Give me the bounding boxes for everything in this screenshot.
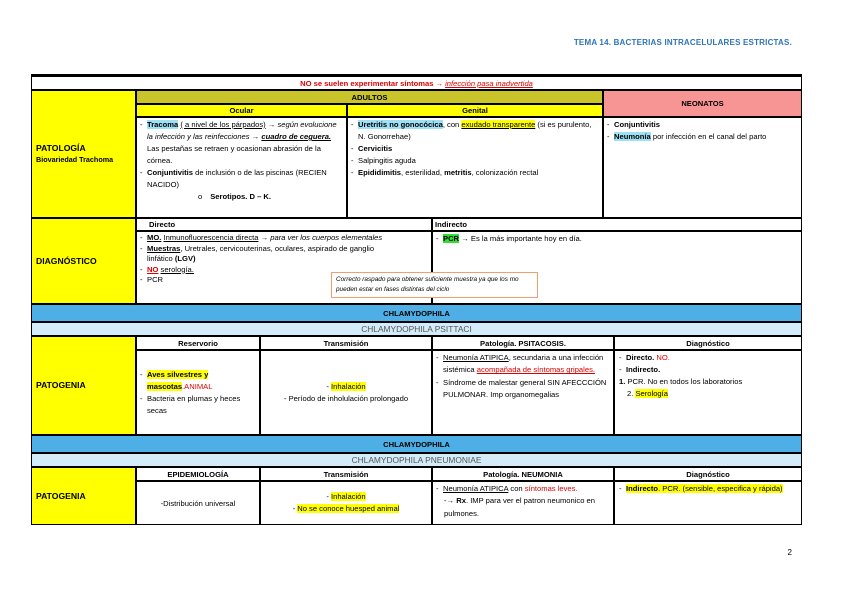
- indirecto-item-pcr: - PCR → Es la más importante hoy en día.: [436, 233, 798, 244]
- diag-item-serologia: 2. Serología: [627, 389, 668, 398]
- reservorio-item-bacteria: - Bacteria en plumas y heces secas: [140, 393, 256, 417]
- directo-item-mo: - MO. Inmunofluorescencia directa → para ver los cuerpos elementales: [140, 233, 428, 244]
- pn-patologia-neumonia: - Neumonía ATIPICA con síntomas leves.: [436, 483, 610, 495]
- pneumoniae-header-transmision: Transmisión: [260, 467, 432, 481]
- ocular-item-conjuntivitis: - Conjuntivitis de inclusión o de las piscinas (RECIEN NACIDO): [140, 167, 343, 191]
- psittaci-patologia: [432, 350, 614, 435]
- psittaci-label-cell: [31, 336, 136, 435]
- document-header: TEMA 14. BACTERIAS INTRACELULARES ESTRICTAS.: [573, 38, 792, 47]
- pn-transmision-inhalacion: - Inhalación: [326, 492, 366, 501]
- transmision-inhalacion: - Inhalación: [326, 381, 366, 391]
- psittaci-transmision: [260, 350, 432, 435]
- pneumoniae-diagnostico: [614, 481, 802, 525]
- psittaci-subheader: CHLAMYDOPHILA PSITTACI: [31, 322, 802, 336]
- reservorio-item-aves: - Aves silvestres y mascotas.ANIMAL: [140, 369, 256, 393]
- pneumoniae-band: CHLAMYDOPHILA: [31, 435, 802, 453]
- diagnostico-label: DIAGNÓSTICO: [36, 255, 97, 266]
- genital-content: [347, 117, 603, 218]
- pneumoniae-patologia: [432, 481, 614, 525]
- psittaci-reservorio: [136, 350, 260, 435]
- genital-item-cervicitis: - Cervicitis: [351, 143, 599, 155]
- directo-item-muestras: - Muestras, Uretrales, cervicouterinas, oculares, aspirado de ganglio linfático (LGV): [140, 244, 377, 265]
- neonatos-content: [603, 117, 802, 218]
- top-note-bold: NO se suelen experimentar síntomas: [300, 78, 434, 88]
- ocular-item-tracoma: - Tracoma ( a nivel de los párpados) → según evolucione la infección y las reinfecciones → cuadro de ceguera. Las pestañas se retraen y ocasionan abrasión de la córnea.: [140, 119, 343, 167]
- diag-item-directo: - Directo. NO.: [619, 352, 797, 364]
- ocular-item-serotipos: o Serotipos. D – K.: [198, 192, 271, 201]
- diag-item-pcr: 1. PCR. No en todos los laboratorios: [619, 377, 743, 386]
- diagnostico-note: Correcto raspado para obtener suficiente muestra ya que los mo pueden estar en fases distintas del ciclo: [331, 272, 538, 298]
- directo-item-no-serologia: - NO serología.: [140, 265, 428, 276]
- pn-diag-indirecto: - Indirecto. PCR. (sensible, especifica y rápida): [619, 483, 797, 495]
- genital-item-uretritis: - Uretritis no gonocócica, con exudado transparente (si es purulento, N. Gonorrehae): [351, 119, 599, 143]
- patologia-sublabel: Biovariedad Trachoma: [36, 155, 114, 164]
- genital-header: Genital: [347, 104, 603, 117]
- directo-item-pcr: - PCR: [140, 275, 428, 286]
- patologia-label-cell: [31, 90, 136, 218]
- neonatos-header: NEONATOS: [603, 90, 802, 117]
- adultos-header: ADULTOS: [136, 90, 603, 104]
- psittaci-header-patologia: Patología. PSITACOSIS.: [432, 336, 614, 350]
- top-note-arrow: →: [435, 78, 444, 88]
- pneumoniae-header-epidemiologia: EPIDEMIOLOGÍA: [136, 467, 260, 481]
- directo-header: Directo: [136, 218, 432, 231]
- neonatos-item-neumonia: - Neumonía por infección en el canal del parto: [607, 131, 798, 143]
- pneumoniae-subheader: CHLAMYDOPHILA PNEUMONIAE: [31, 453, 802, 467]
- top-note-italic: infección pasa inadvertida: [445, 78, 533, 88]
- patologia-item-sindrome: - Síndrome de malestar general SIN AFECCCIÓN PULMONAR. Imp organomegalias: [436, 377, 610, 402]
- psittaci-band: CHLAMYDOPHILA: [31, 304, 802, 322]
- pneumoniae-label: PATOGENIA: [36, 490, 86, 501]
- pneumoniae-label-cell: [31, 467, 136, 525]
- pneumoniae-epidemiologia: - Distribución universal: [136, 481, 260, 525]
- psittaci-header-diagnostico: Diagnóstico: [614, 336, 802, 350]
- psittaci-header-transmision: Transmisión: [260, 336, 432, 350]
- indirecto-header: Indirecto: [432, 218, 802, 231]
- pneumoniae-transmision: [260, 481, 432, 525]
- top-note-row: [31, 74, 802, 90]
- pn-transmision-huesped: - No se conoce huesped animal: [292, 504, 400, 513]
- psittaci-diagnostico: [614, 350, 802, 435]
- pneumoniae-header-diagnostico: Diagnóstico: [614, 467, 802, 481]
- pneumoniae-header-patologia: Patología. NEUMONIA: [432, 467, 614, 481]
- ocular-header: Ocular: [136, 104, 347, 117]
- psittaci-header-reservorio: Reservorio: [136, 336, 260, 350]
- psittaci-label: PATOGENIA: [36, 380, 86, 390]
- patologia-label: PATOLOGÍA: [36, 143, 86, 153]
- pn-patologia-rx: -→ Rx. IMP para ver el patron neumonico en pulmones.: [444, 496, 595, 518]
- neonatos-item-conjuntivitis: - Conjuntivitis: [607, 119, 798, 131]
- diagnostico-label-cell: [31, 218, 136, 304]
- page-number: 2: [787, 548, 792, 557]
- patologia-item-neumonia: - Neumonía ATIPICA, secundaria a una infección sistémica acompañada de síntomas gripales.: [436, 352, 610, 377]
- transmision-periodo: - Período de inholulación prolongado: [283, 393, 409, 403]
- genital-item-salpingitis: - Salpingitis aguda: [351, 155, 599, 167]
- ocular-content: [136, 117, 347, 218]
- diag-item-indirecto: - Indirecto.: [619, 364, 797, 376]
- genital-item-epididimitis: - Epididimitis, esterilidad, metritis, colonización rectal: [351, 167, 599, 179]
